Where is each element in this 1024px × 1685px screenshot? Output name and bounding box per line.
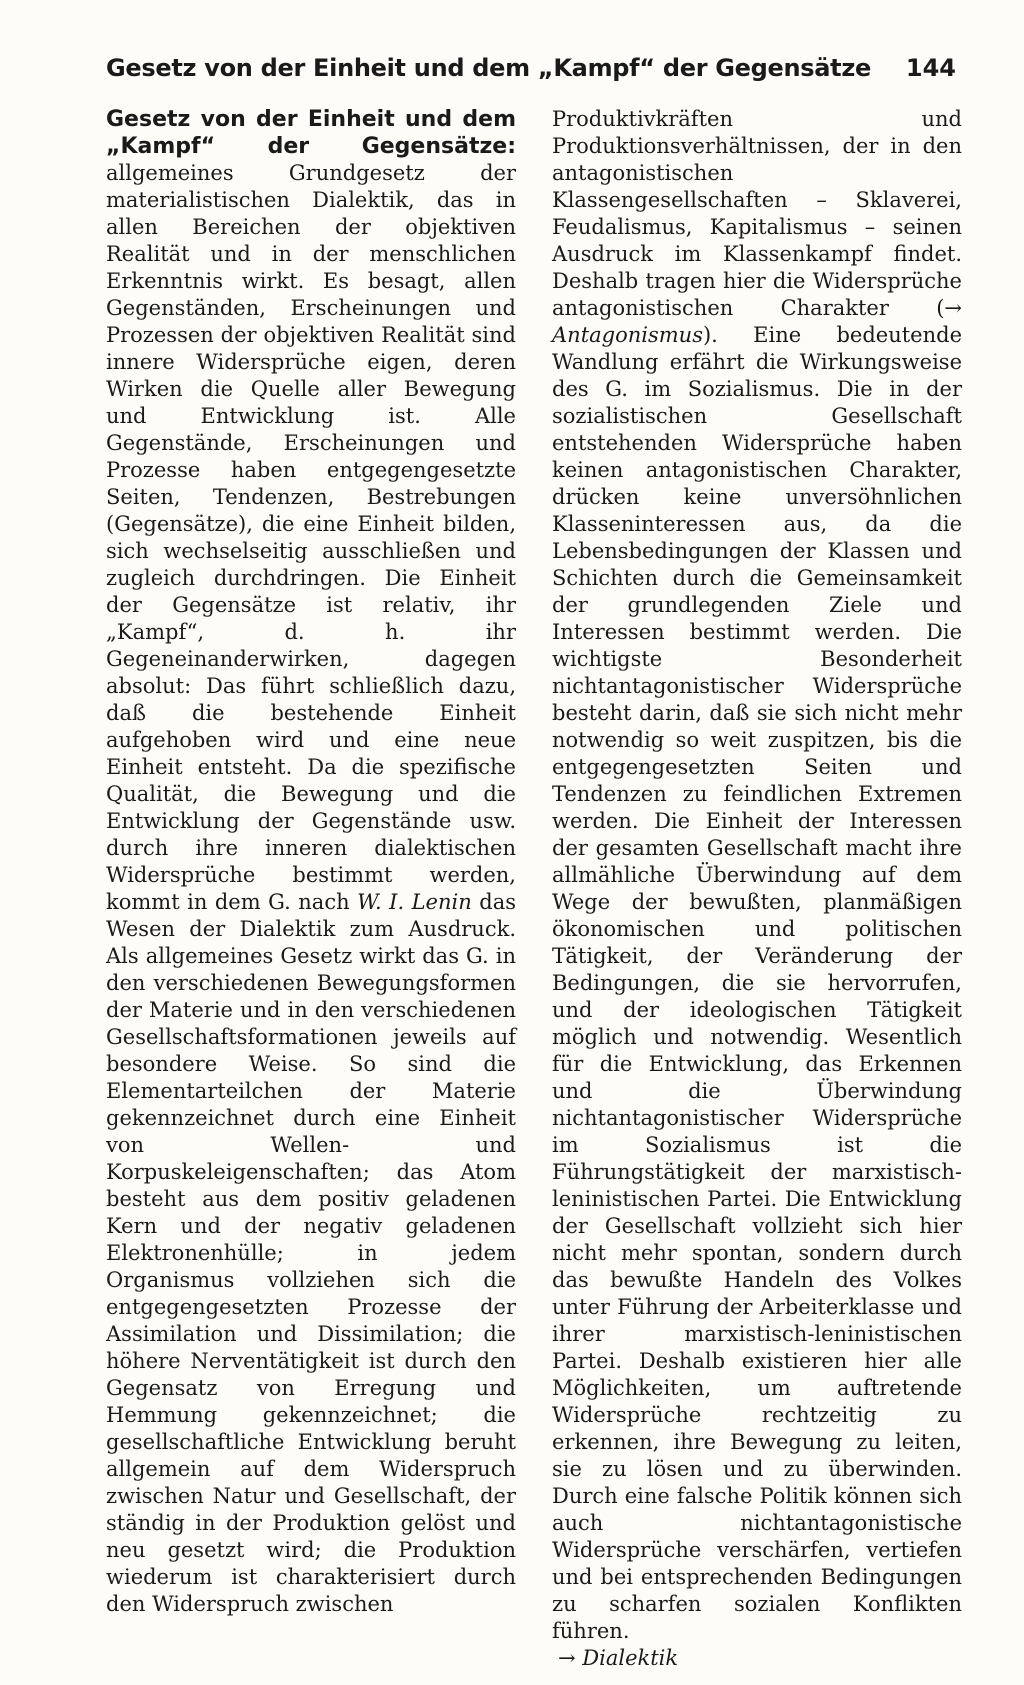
running-head-title: Gesetz von der Einheit und dem „Kampf“ der Gegensätze [106, 54, 872, 82]
entry-body-left-2: das Wesen der Dialektik zum Ausdruck. Als allgemeines Gesetz wirkt das G. in den verschiedenen Bewegungsformen der Materie und in den verschiedenen Gesellschaftsformationen jeweils auf besondere Weise. So sind die Elementarteilchen der Materie gekennzeichnet durch eine Einheit von Wellen- und Korpuskeleigenschaften; das Atom besteht aus dem positiv geladenen Kern und der negativ geladenen Elektronenhülle; in jedem Organismus vollziehen sich die entgegengesetzten Prozesse der Assimilation und Dissimilation; die höhere Nerventätigkeit ist durch den Gegensatz von Erregung und Hemmung gekennzeichnet; die gesellschaftliche Entwicklung beruht allgemein auf dem Widerspruch zwischen Natur und Gesellschaft, der ständig in der Produktion gelöst und neu gesetzt wird; die Produktion wiederum ist charakterisiert durch den Widerspruch zwischen [106, 890, 516, 1616]
entry-body-right-2: ). Eine bedeutende Wandlung erfährt die Wirkungsweise des G. im Sozialismus. Die in der sozialistischen Gesellschaft entstehenden Widersprüche haben keinen antagonistischen Charakter, drücken keine unversöhnlichen Klasseninteressen aus, da die Lebensbedingungen der Klassen und Schichten durch die Gemeinsamkeit der grundlegenden Ziele und Interessen bestimmt werden. Die wichtigste Besonderheit nichtantagonistischer Widersprüche besteht darin, daß sie sich nicht mehr notwendig so weit zuspitzen, bis die entgegengesetzten Seiten und Tendenzen zu feindlichen Extremen werden. Die Einheit der Interessen der gesamten Gesellschaft macht ihre allmähliche Überwindung auf dem Wege der bewußten, planmäßigen ökonomischen und politischen Tätigkeit, der Veränderung der Bedingungen, die sie hervorrufen, und der ideologischen Tätigkeit möglich und notwendig. Wesentlich für die Entwicklung, das Erkennen und die Überwindung nichtantagonistischer Widersprüche im Sozialismus ist die Führungstätigkeit der marxistisch-leninistischen Partei. Die Entwicklung der Gesellschaft vollzieht sich hier nicht mehr spontan, sondern durch das bewußte Handeln des Volkes unter Führung der Arbeiterklasse und ihrer marxistisch-leninistischen Partei. Deshalb existieren hier alle Möglichkeiten, um auftretende Widersprüche rechtzeitig zu erkennen, ihre Bewegung zu leiten, sie zu lösen und zu überwinden. Durch eine falsche Politik können sich auch nichtantagonistische Widersprüche verschärfen, vertiefen und bei entsprechenden Bedingungen zu scharfen sozialen Konflikten führen. [552, 323, 962, 1643]
entry-headword: Gesetz von der Einheit und dem „Kampf“ der Gegensätze: [106, 107, 516, 159]
running-head [106, 48, 956, 88]
see-also [552, 1645, 962, 1672]
entry-paragraph-left [106, 106, 516, 1618]
antagonismus-reference: Antagonismus [552, 323, 703, 347]
see-also-arrow-icon: → [558, 1646, 576, 1670]
entry-body-right-1: Produktivkräften und Produktionsverhältnissen, der in den antagonistischen Klassengesellschaften – Sklaverei, Feudalismus, Kapitalismus – seinen Ausdruck im Klassenkampf findet. Deshalb tragen hier die Widersprüche antagonistischen Charakter ( [552, 107, 962, 320]
page-number: 144 [905, 54, 956, 82]
left-column [106, 106, 516, 1618]
entry-body-left-1: allgemeines Grundgesetz der materialistischen Dialektik, das in allen Bereichen der objektiven Realität und in der menschlichen Erkenntnis wirkt. Es besagt, allen Gegenständen, Erscheinungen und Prozessen der objektiven Realität sind innere Widersprüche eigen, deren Wirken die Quelle aller Bewegung und Entwicklung ist. Alle Gegenstände, Erscheinungen und Prozesse haben entgegengesetzte Seiten, Tendenzen, Bestrebungen (Gegensätze), die eine Einheit bilden, sich wechselseitig ausschließen und zugleich durchdringen. Die Einheit der Gegensätze ist relativ, ihr „Kampf“, d. h. ihr Gegeneinanderwirken, dagegen absolut: Das führt schließlich dazu, daß die bestehende Einheit aufgehoben wird und eine neue Einheit entsteht. Da die spezifische Qualität, die Bewegung und die Entwicklung der Gegenstände usw. durch ihre inneren dialektischen Widersprüche bestimmt werden, kommt in dem G. nach [106, 161, 516, 914]
cross-reference-arrow-icon: → [944, 296, 962, 320]
entry-paragraph-right [552, 106, 962, 1645]
see-also-reference: Dialektik [582, 1646, 679, 1670]
right-column [552, 106, 962, 1672]
lenin-reference: W. I. Lenin [357, 890, 472, 914]
